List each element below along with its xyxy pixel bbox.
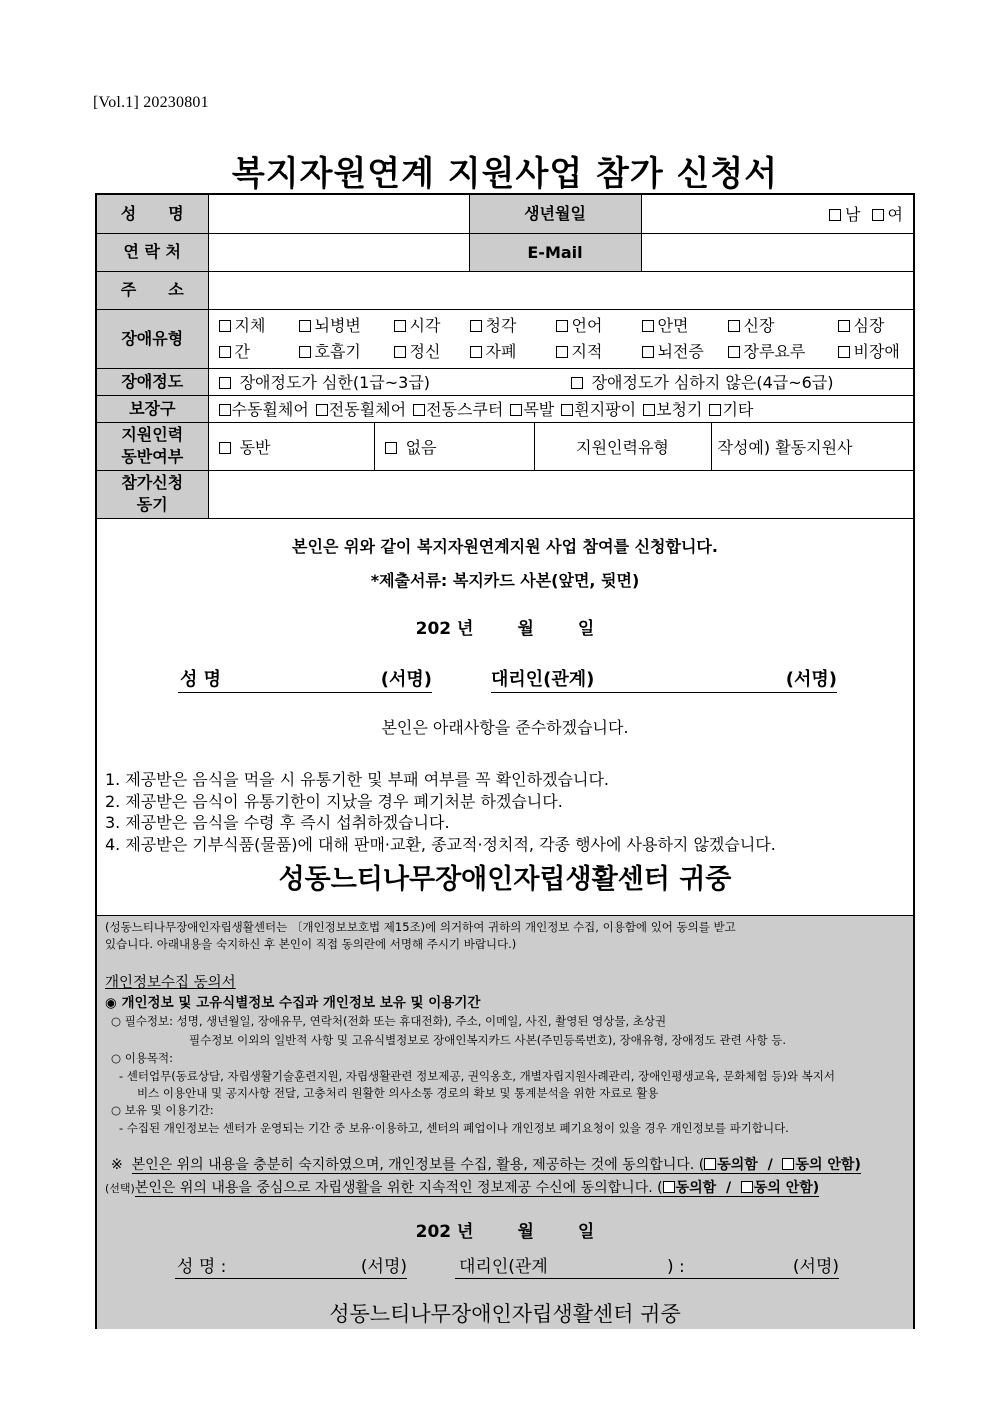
contact-field[interactable] xyxy=(208,233,469,271)
page-title: 복지자원연계 지원사업 참가 신청서 xyxy=(231,154,779,194)
email-field[interactable] xyxy=(641,233,913,271)
motive-field[interactable] xyxy=(208,470,913,518)
checkbox-icon[interactable] xyxy=(728,320,740,332)
checkbox-icon[interactable] xyxy=(394,320,406,332)
disability-degree-label: 장애정도 xyxy=(97,368,208,395)
checkbox-icon[interactable] xyxy=(642,320,654,332)
disability-option[interactable]: 지체 xyxy=(219,313,299,339)
checkbox-icon[interactable] xyxy=(643,404,655,416)
consent-date[interactable]: 202 년 월 일 xyxy=(415,1222,595,1242)
agent-signature-line[interactable]: 대리인(관계) (서명) xyxy=(491,667,837,693)
disability-type-options xyxy=(208,309,913,368)
disability-option[interactable]: 비장애 xyxy=(838,339,908,365)
rule-item: 2. 제공받은 음식이 유통기한이 지났을 경우 폐기처분 하겠습니다. xyxy=(105,791,563,811)
disability-option[interactable]: 자폐 xyxy=(470,339,556,365)
privacy-heading: 개인정보수집 동의서 xyxy=(105,975,236,991)
checkbox-icon[interactable] xyxy=(510,404,522,416)
checkbox-icon[interactable] xyxy=(642,346,654,358)
address-field[interactable] xyxy=(208,271,913,309)
checkbox-icon[interactable] xyxy=(219,346,231,358)
support-type-label: 지원인력유형 xyxy=(534,422,711,470)
disability-option[interactable]: 호흡기 xyxy=(299,339,394,365)
male-checkbox[interactable] xyxy=(829,209,841,221)
checkbox-icon[interactable] xyxy=(709,404,721,416)
aid-option[interactable]: 흰지팡이 xyxy=(561,397,636,420)
checkbox-icon[interactable] xyxy=(219,320,231,332)
privacy-intro: 있습니다. 아래내용을 숙지하신 후 본인이 직접 동의란에 서명해 주시기 바랍니다.) xyxy=(105,937,517,951)
consent-agent-signature-line[interactable]: 대리인(관계 ) : (서명) xyxy=(455,1253,839,1279)
checkbox-icon[interactable] xyxy=(741,1181,753,1193)
checkbox-icon[interactable] xyxy=(728,346,740,358)
rules-list xyxy=(105,769,776,855)
checkbox-icon[interactable] xyxy=(470,320,482,332)
declaration-section xyxy=(97,517,913,915)
checkbox-icon[interactable] xyxy=(838,320,850,332)
aid-option[interactable]: 목발 xyxy=(510,397,554,420)
checkbox-icon[interactable] xyxy=(413,404,425,416)
aid-option[interactable]: 수동휠체어 xyxy=(219,397,309,420)
disability-option[interactable]: 안면 xyxy=(642,313,728,339)
aid-option[interactable]: 전동스쿠터 xyxy=(413,397,503,420)
contact-label: 연 락 처 xyxy=(97,233,208,271)
motive-label: 참가신청 동기 xyxy=(97,470,208,518)
support-none-option[interactable]: 없음 xyxy=(374,422,534,470)
checkbox-icon[interactable] xyxy=(571,377,583,389)
version-label: [Vol.1] 20230801 xyxy=(93,94,209,111)
retention-label: ○ 보유 및 이용기간: xyxy=(111,1103,214,1117)
aid-option[interactable]: 기타 xyxy=(709,397,753,420)
checkbox-icon[interactable] xyxy=(782,1158,794,1170)
consent-agree-option[interactable]: 동의함 xyxy=(704,1157,758,1174)
checkbox-icon[interactable] xyxy=(299,346,311,358)
checkbox-icon[interactable] xyxy=(394,346,406,358)
application-form xyxy=(95,193,915,1329)
required-info-extra: 필수정보 이외의 일반적 사항 및 고유식별정보로 장애인복지카드 사본(주민등록번호), 장애유형, 장애정도 관련 사항 등. xyxy=(189,1033,787,1047)
application-date[interactable]: 202 년 월 일 xyxy=(415,619,595,639)
checkbox-icon[interactable] xyxy=(704,1158,716,1170)
checkbox-icon[interactable] xyxy=(561,404,573,416)
email-label: E-Mail xyxy=(469,233,641,271)
checkbox-icon[interactable] xyxy=(299,320,311,332)
female-label: 여 xyxy=(887,205,904,225)
checkbox-icon[interactable] xyxy=(663,1181,675,1193)
applicant-signature-line[interactable]: 성 명 (서명) xyxy=(178,667,432,693)
name-label: 성 명 xyxy=(97,195,208,233)
retention-text: - 수집된 개인정보는 센터가 운영되는 기간 중 보유·이용하고, 센터의 폐업이나 개인정보 폐기요청이 있을 경우 개인정보를 파기합니다. xyxy=(119,1121,789,1135)
support-staff-label: 지원인력 동반여부 xyxy=(97,422,208,470)
consent-optional-agree-option[interactable]: 동의함 xyxy=(663,1180,717,1197)
aids-options xyxy=(208,395,913,422)
apply-statement: 본인은 위와 같이 복지자원연계지원 사업 참여를 신청합니다. xyxy=(292,537,718,556)
consent-optional-row: (선택)본인은 위의 내용을 중심으로 자립생활을 위한 지속적인 정보제공 수신에 동의합니다. ( 동의함 / 동의 안함) xyxy=(105,1180,820,1196)
rule-item: 3. 제공받은 음식을 수령 후 즉시 섭취하겠습니다. xyxy=(105,813,450,832)
disability-option[interactable]: 청각 xyxy=(470,313,556,339)
degree-mild-option[interactable]: 장애정도가 심하지 않은(4급~6급) xyxy=(571,370,834,393)
consent-optional-disagree-option[interactable]: 동의 안함) xyxy=(741,1180,819,1197)
female-checkbox[interactable] xyxy=(872,209,884,221)
recipient-heading: 성동느티나무장애인자립생활센터 귀중 xyxy=(278,864,732,895)
disability-option[interactable]: 심장 xyxy=(838,313,908,339)
checkbox-icon[interactable] xyxy=(219,377,231,389)
privacy-section-title: ◉ 개인정보 및 고유식별정보 수집과 개인정보 보유 및 이용기간 xyxy=(105,995,481,1011)
support-type-field[interactable]: 작성예) 활동지원사 xyxy=(711,422,913,470)
aids-label: 보장구 xyxy=(97,395,208,422)
disability-option[interactable]: 장루요루 xyxy=(728,339,838,365)
checkbox-icon[interactable] xyxy=(470,346,482,358)
privacy-intro: (성동느티나무장애인자립생활센터는 〔개인정보보호법 제15조)에 의거하여 귀하의 개인정보 수집, 이용함에 있어 동의를 받고 xyxy=(105,920,736,934)
support-with-option[interactable]: 동반 xyxy=(208,422,374,470)
consent-required-row: ※ 본인은 위의 내용을 충분히 숙지하였으며, 개인정보를 수집, 활용, 제공하는 것에 동의합니다. ( 동의함 / 동의 안함) xyxy=(111,1157,861,1173)
aid-option[interactable]: 보청기 xyxy=(643,397,702,420)
disability-type-label: 장애유형 xyxy=(97,309,208,368)
disability-option[interactable]: 간 xyxy=(219,339,299,365)
checkbox-icon[interactable] xyxy=(316,404,328,416)
rule-item: 1. 제공받은 음식을 먹을 시 유통기한 및 부패 여부를 꼭 확인하겠습니다. xyxy=(105,770,609,789)
disability-option[interactable]: 뇌전증 xyxy=(642,339,728,365)
birth-label: 생년월일 xyxy=(469,195,641,233)
consent-disagree-option[interactable]: 동의 안함) xyxy=(782,1157,860,1174)
degree-severe-option[interactable]: 장애정도가 심한(1급~3급) xyxy=(219,370,571,393)
comply-statement: 본인은 아래사항을 준수하겠습니다. xyxy=(381,718,629,737)
male-label: 남 xyxy=(844,205,861,225)
required-info: ○ 필수정보: 성명, 생년월일, 장애유무, 연락처(전화 또는 휴대전화), 주소, 이메일, 사진, 촬영된 영상물, 초상권 xyxy=(111,1014,667,1028)
purpose-text: - 센터업무(동료상담, 자립생활기술훈련지원, 자립생활관련 정보제공, 권익옹호, 개별자립지원사례관리, 장애인평생교육, 문화체험 등)와 복지서 xyxy=(119,1069,835,1083)
checkbox-icon[interactable] xyxy=(556,320,568,332)
disability-option[interactable]: 신장 xyxy=(728,313,838,339)
checkbox-icon[interactable] xyxy=(219,404,231,416)
checkbox-icon[interactable] xyxy=(385,442,397,454)
checkbox-icon[interactable] xyxy=(838,346,850,358)
consent-signature-line[interactable]: 성 명 : (서명) xyxy=(175,1253,407,1279)
disability-degree-options xyxy=(208,368,913,395)
checkbox-icon[interactable] xyxy=(219,442,231,454)
disability-option[interactable]: 지적 xyxy=(556,339,642,365)
rule-item: 4. 제공받은 기부식품(물품)에 대해 판매·교환, 종교적·정치적, 각종 행사에 사용하지 않겠습니다. xyxy=(105,834,776,854)
checkbox-icon[interactable] xyxy=(556,346,568,358)
birth-gender-field[interactable] xyxy=(641,195,913,233)
disability-option[interactable]: 뇌병변 xyxy=(299,313,394,339)
purpose-text: 비스 이용안내 및 공지사항 전달, 고충처리 원활한 의사소통 경로의 확보 및 통계분석을 위한 자료로 활용 xyxy=(137,1086,659,1100)
disability-option[interactable]: 시각 xyxy=(394,313,470,339)
disability-option[interactable]: 언어 xyxy=(556,313,642,339)
name-field[interactable] xyxy=(208,195,469,233)
applicant-info-table xyxy=(97,195,913,519)
privacy-consent-section xyxy=(97,915,913,1329)
aid-option[interactable]: 전동휠체어 xyxy=(316,397,406,420)
disability-option[interactable]: 정신 xyxy=(394,339,470,365)
purpose-label: ○ 이용목적: xyxy=(111,1051,173,1065)
address-label: 주 소 xyxy=(97,271,208,309)
consent-recipient: 성동느티나무장애인자립생활센터 귀중 xyxy=(329,1302,681,1326)
required-documents: *제출서류: 복지카드 사본(앞면, 뒷면) xyxy=(370,571,640,590)
